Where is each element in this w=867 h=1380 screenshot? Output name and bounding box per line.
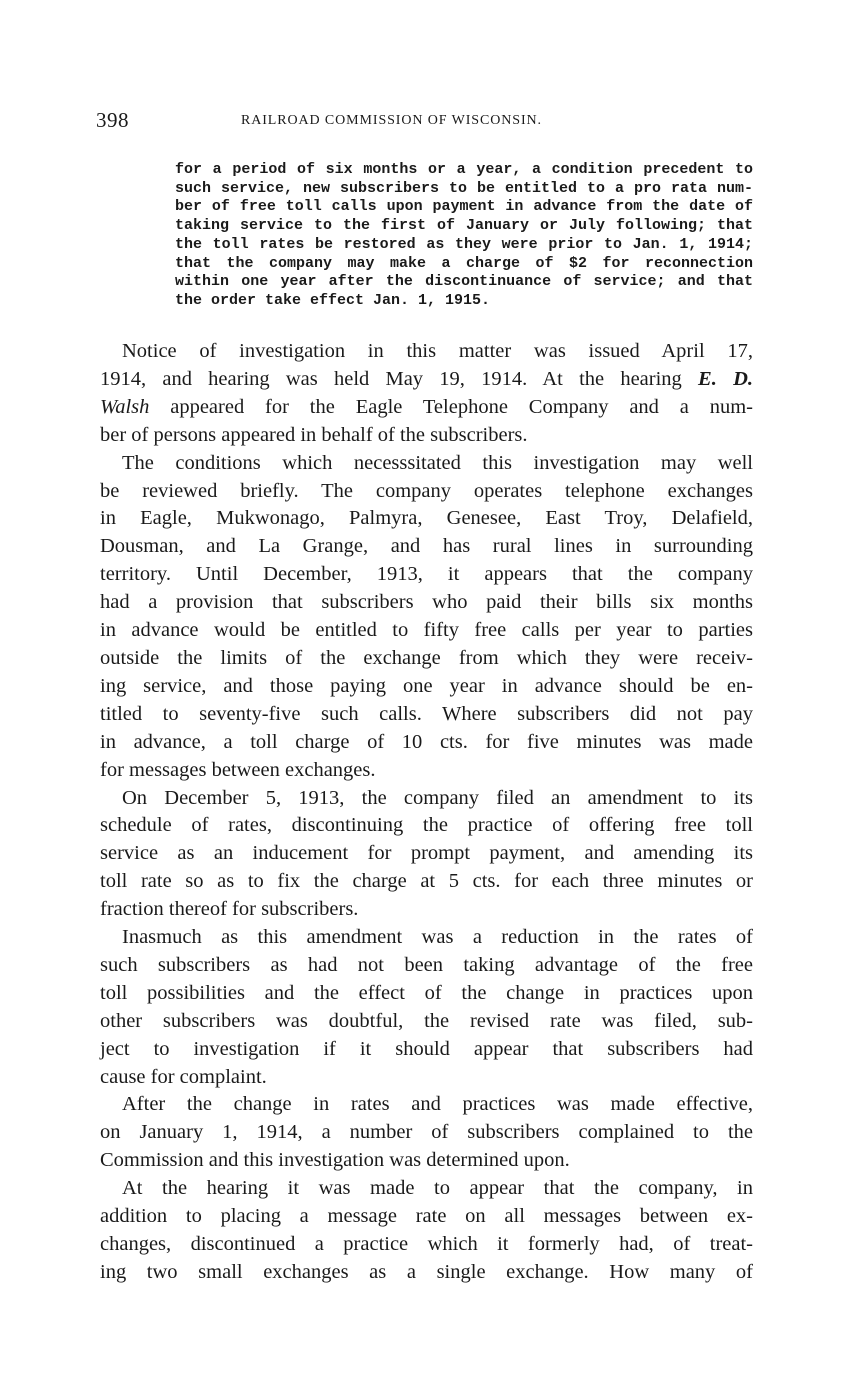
page-number: 398 [96, 108, 129, 132]
attorney-name-part: Walsh [100, 395, 150, 418]
text-line: changes, discontinued a practice which it formerly had, of treat- [100, 1233, 753, 1255]
text-line: fraction thereof for subscribers. [100, 898, 359, 921]
paragraph-4 [100, 924, 753, 1091]
syllabus-line: such service, new subscribers to be entitled to a pro rata num- [175, 179, 753, 197]
paragraph-1 [100, 338, 753, 450]
text-line: Dousman, and La Grange, and has rural lines in surrounding [100, 535, 753, 558]
syllabus-line: within one year after the discontinuance of service; and that [175, 273, 753, 291]
text-line: such subscribers as had not been taking advantage of the free [100, 953, 753, 976]
syllabus-line: the order take effect Jan. 1, 1915. [175, 291, 491, 309]
text-line: for messages between exchanges. [100, 758, 376, 781]
paragraph-6 [100, 1175, 753, 1287]
text-line [100, 394, 753, 422]
text-line [100, 366, 753, 394]
text-line: other subscribers was doubtful, the revised rate was filed, sub- [100, 1009, 753, 1032]
text-line: After the change in rates and practices was made effective, [122, 1093, 753, 1116]
syllabus-line: for a period of six months or a year, a condition precedent to [175, 161, 753, 178]
syllabus-line: that the company may make a charge of $2 for reconnection [175, 254, 753, 272]
text-line: toll rate so as to fix the charge at 5 cts. for each three minutes or [100, 870, 753, 893]
text-line: service as an inducement for prompt payment, and amending its [100, 842, 753, 865]
text-line: in advance, a toll charge of 10 cts. for five minutes was made [100, 730, 753, 753]
syllabus-block [175, 161, 753, 311]
running-head: RAILROAD COMMISSION OF WISCONSIN. [241, 113, 542, 128]
paragraph-2 [100, 450, 753, 785]
text-line: territory. Until December, 1913, it appears that the company [100, 563, 753, 586]
text-line: cause for complaint. [100, 1065, 267, 1088]
text-line: ject to investigation if it should appear that subscribers had [100, 1037, 753, 1060]
text-line: Inasmuch as this amendment was a reduction in the rates of [122, 926, 753, 949]
text-line: ing two small exchanges as a single exchange. How many of [100, 1260, 753, 1283]
text-line: addition to placing a message rate on all messages between ex- [100, 1205, 753, 1228]
paragraph-5 [100, 1091, 753, 1175]
syllabus-line: taking service to the first of January or July following; that [175, 217, 753, 235]
text-line: toll possibilities and the effect of the change in practices upon [100, 981, 753, 1004]
text-line: The conditions which necesssitated this investigation may well [122, 451, 753, 474]
text-line: On December 5, 1913, the company filed an amendment to its [122, 786, 753, 809]
body-text [100, 338, 753, 1287]
syllabus-line: ber of free toll calls upon payment in advance from the date of [175, 198, 753, 216]
syllabus-line: the toll rates be restored as they were prior to Jan. 1, 1914; [175, 235, 753, 253]
text-line: had a provision that subscribers who paid their bills six months [100, 591, 753, 614]
text-line: in advance would be entitled to fifty free calls per year to parties [100, 619, 753, 642]
paragraph-3 [100, 785, 753, 925]
attorney-name-part: E. D. [698, 367, 753, 390]
text-line: outside the limits of the exchange from which they were receiv- [100, 646, 753, 669]
text-line: schedule of rates, discontinuing the practice of offering free toll [100, 814, 753, 837]
text-line: At the hearing it was made to appear that the company, in [122, 1177, 753, 1200]
text-line: Notice of investigation in this matter was issued April 17, [122, 340, 753, 362]
text-fragment: 1914, and hearing was held May 19, 1914. At the hearing [100, 367, 682, 390]
text-line: be reviewed briefly. The company operates telephone exchanges [100, 479, 753, 502]
text-line: ber of persons appeared in behalf of the subscribers. [100, 423, 528, 446]
text-line: on January 1, 1914, a number of subscribers complained to the [100, 1121, 753, 1144]
text-line: titled to seventy-five such calls. Where subscribers did not pay [100, 702, 753, 725]
text-line: Commission and this investigation was determined upon. [100, 1149, 570, 1172]
text-line: in Eagle, Mukwonago, Palmyra, Genesee, East Troy, Delafield, [100, 507, 753, 530]
text-line: ing service, and those paying one year in advance should be en- [100, 674, 753, 697]
text-fragment: appeared for the Eagle Telephone Company and a num- [170, 395, 753, 418]
